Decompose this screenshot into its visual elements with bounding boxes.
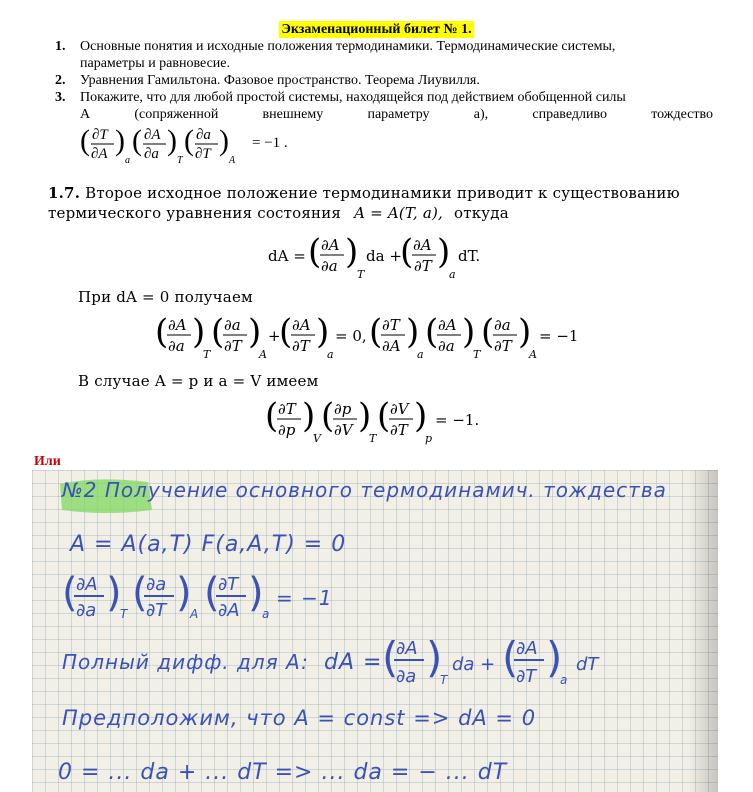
svg-text:(: ( (308, 232, 322, 272)
svg-text:A: A (529, 348, 537, 361)
svg-text:a: a (327, 348, 334, 361)
svg-text:(: ( (155, 312, 169, 352)
notebook-line-2: A = A(a,T) F(a,A,T) = 0 (70, 532, 347, 557)
textbook-line-4: В случае A = p и a = V имеем (78, 372, 319, 390)
svg-text:∂A: ∂A (292, 316, 311, 334)
svg-text:a: a (417, 348, 424, 361)
svg-text:+: + (268, 327, 281, 345)
svg-text:∂T: ∂T (224, 337, 242, 355)
svg-text:A: A (190, 607, 199, 621)
svg-text:∂a: ∂a (168, 337, 185, 355)
svg-text:∂A: ∂A (438, 316, 457, 334)
svg-text:): ) (248, 312, 262, 352)
svg-text:∂A: ∂A (76, 574, 98, 595)
identity-formula (80, 123, 753, 167)
svg-text:∂a: ∂a (438, 337, 455, 355)
svg-text:(: ( (80, 124, 90, 157)
section-number: 1.7. (48, 184, 81, 202)
state-equation: A = A(T, a), (354, 204, 443, 222)
svg-text:): ) (406, 312, 420, 352)
svg-text:∂T: ∂T (414, 257, 432, 275)
notebook-differential (382, 630, 702, 690)
eq2-end: = −1 (539, 327, 579, 345)
question-1 (0, 38, 753, 72)
notebook-line-4-eq: dA = (324, 650, 383, 675)
svg-text:(: ( (400, 232, 414, 272)
svg-text:∂A: ∂A (413, 236, 432, 254)
svg-text:∂A: ∂A (91, 146, 108, 162)
svg-text:(: ( (184, 124, 194, 157)
svg-text:∂p: ∂p (278, 421, 296, 439)
svg-text:dT: dT (576, 654, 599, 675)
differential-equation (268, 230, 498, 288)
notebook-photo (32, 470, 718, 792)
svg-text:(: ( (204, 570, 220, 616)
svg-text:∂T: ∂T (516, 666, 537, 687)
svg-text:T: T (440, 673, 448, 687)
svg-text:a: a (560, 673, 568, 687)
svg-text:∂A: ∂A (218, 600, 240, 621)
svg-text:da +: da + (452, 654, 496, 675)
svg-text:): ) (345, 232, 359, 272)
svg-text:T: T (357, 268, 365, 281)
question-3 (0, 89, 753, 167)
question-2 (0, 72, 753, 89)
svg-text:a: a (125, 155, 130, 166)
svg-text:∂A: ∂A (321, 236, 340, 254)
svg-text:∂a: ∂a (224, 316, 241, 334)
svg-text:∂A: ∂A (168, 316, 187, 334)
eq3-end: = −1. (435, 411, 480, 429)
svg-text:∂a: ∂a (396, 666, 417, 687)
paragraph-text: термического уравнения состояния (48, 204, 342, 222)
svg-text:∂V: ∂V (334, 421, 353, 439)
svg-text:∂A: ∂A (396, 638, 418, 659)
eq2-mid: = 0, (335, 327, 367, 345)
question-number: 1. (55, 39, 66, 54)
identity-rhs: = −1 . (252, 135, 288, 151)
svg-text:): ) (426, 633, 443, 682)
zero-differential-svg (155, 310, 585, 364)
question-text-line: Уравнения Гамильтона. Фазовое пространство. Теорема Лиувилля. (80, 73, 480, 88)
svg-text:): ) (518, 312, 532, 352)
svg-text:(: ( (369, 312, 383, 352)
textbook-line-1 (48, 184, 680, 202)
question-number: 2. (55, 73, 66, 88)
svg-text:): ) (437, 232, 451, 272)
svg-text:): ) (219, 124, 229, 157)
svg-text:): ) (248, 570, 264, 616)
svg-text:∂T: ∂T (390, 421, 408, 439)
svg-text:(: ( (62, 570, 78, 616)
dA-end: dT. (458, 247, 481, 265)
svg-text:∂T: ∂T (146, 600, 167, 621)
svg-text:∂A: ∂A (144, 127, 161, 143)
svg-text:a: a (449, 268, 456, 281)
pvt-identity-svg (265, 394, 495, 448)
dA-lhs: dA = (268, 247, 306, 265)
question-number: 3. (55, 90, 66, 105)
svg-text:∂T: ∂T (278, 400, 296, 418)
textbook-scan (0, 178, 753, 453)
zero-differential-equation (155, 310, 585, 368)
svg-text:∂a: ∂a (196, 127, 211, 143)
svg-text:∂p: ∂p (334, 400, 352, 418)
question-text-line: Покажите, что для любой простой системы, находящейся под действием обобщенной силы (80, 90, 626, 105)
svg-text:T: T (120, 607, 128, 621)
svg-text:∂T: ∂T (92, 127, 108, 143)
svg-text:): ) (358, 396, 372, 436)
svg-text:V: V (313, 432, 321, 445)
svg-text:a: a (262, 607, 270, 621)
svg-text:∂a: ∂a (146, 574, 167, 595)
svg-text:∂T: ∂T (218, 574, 239, 595)
svg-text:A: A (259, 348, 267, 361)
question-list (0, 38, 753, 167)
svg-text:): ) (302, 396, 316, 436)
question-text-line: параметры и равновесие. (80, 56, 231, 71)
or-label: Или (34, 454, 61, 469)
ticket-title-wrap (0, 20, 753, 38)
svg-text:(: ( (211, 312, 225, 352)
svg-text:∂a: ∂a (144, 146, 159, 162)
svg-text:∂T: ∂T (494, 337, 512, 355)
svg-text:): ) (115, 124, 125, 157)
svg-text:(: ( (132, 570, 148, 616)
svg-text:∂T: ∂T (382, 316, 400, 334)
svg-text:∂a: ∂a (76, 600, 97, 621)
svg-text:(: ( (377, 396, 391, 436)
svg-text:): ) (176, 570, 192, 616)
svg-text:T: T (369, 432, 377, 445)
pvt-identity (265, 394, 495, 452)
svg-text:(: ( (481, 312, 495, 352)
notebook-line-5: Предположим, что A = const => dA = 0 (62, 706, 537, 730)
svg-text:): ) (414, 396, 428, 436)
svg-text:): ) (462, 312, 476, 352)
svg-text:∂V: ∂V (390, 400, 409, 418)
svg-text:∂T: ∂T (195, 146, 211, 162)
svg-text:p: p (425, 432, 433, 445)
dA-mid: da + (366, 247, 402, 265)
svg-text:A: A (229, 155, 236, 166)
svg-text:): ) (546, 633, 563, 682)
svg-text:): ) (192, 312, 206, 352)
notebook-line-4: Полный дифф. для A: (62, 650, 309, 674)
ticket-title: Экзаменационный билет № 1. (281, 22, 472, 37)
svg-text:(: ( (132, 124, 142, 157)
notebook-line-6: 0 = ... da + ... dT => ... da = − ... dT (58, 760, 508, 785)
svg-text:): ) (316, 312, 330, 352)
paragraph-text: откуда (453, 204, 509, 222)
svg-text:(: ( (382, 633, 399, 682)
differential-svg (268, 230, 498, 284)
svg-text:∂a: ∂a (321, 257, 338, 275)
svg-text:(: ( (279, 312, 293, 352)
svg-text:): ) (106, 570, 122, 616)
svg-text:T: T (473, 348, 481, 361)
svg-text:∂A: ∂A (382, 337, 401, 355)
svg-text:∂T: ∂T (292, 337, 310, 355)
svg-text:T: T (177, 155, 183, 166)
notebook-line-1: №2 Получение основного термодинамич. тождества (62, 478, 667, 502)
svg-text:(: ( (425, 312, 439, 352)
question-text-line: А (сопряженной внешнему параметру а), справедливо тождество (80, 107, 713, 122)
svg-text:T: T (203, 348, 211, 361)
svg-text:(: ( (502, 633, 519, 682)
textbook-line-2 (48, 204, 509, 222)
svg-text:∂A: ∂A (516, 638, 538, 659)
svg-text:∂a: ∂a (494, 316, 511, 334)
svg-text:(: ( (321, 396, 335, 436)
paragraph-text: Второе исходное положение термодинамики приводит к существованию (85, 184, 680, 202)
notebook-identity-rhs: = −1 (276, 586, 333, 610)
svg-text:): ) (167, 124, 177, 157)
question-text-line: Основные понятия и исходные положения термодинамики. Термодинамические системы, (80, 39, 616, 54)
textbook-line-3: При dA = 0 получаем (78, 288, 253, 306)
svg-text:(: ( (265, 396, 279, 436)
